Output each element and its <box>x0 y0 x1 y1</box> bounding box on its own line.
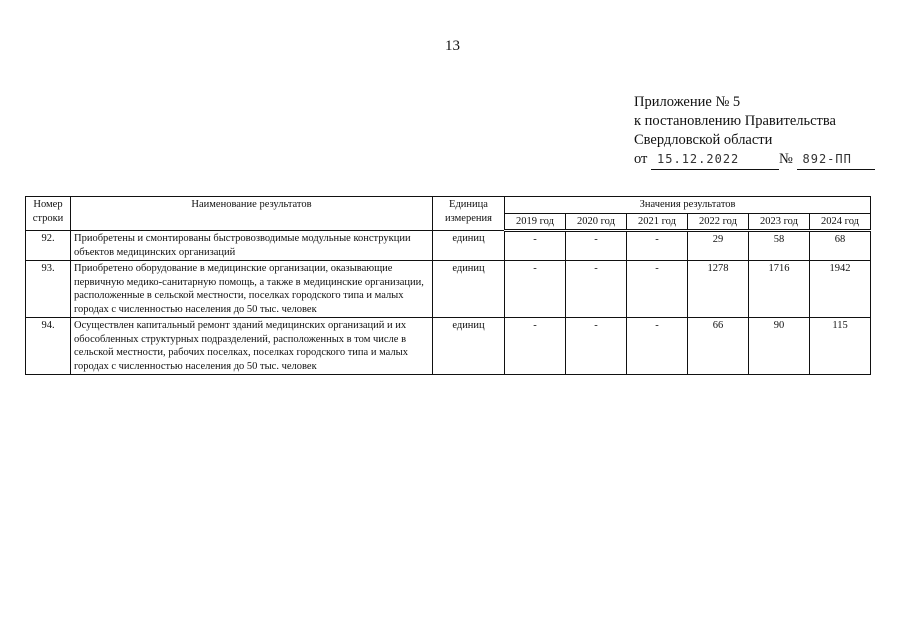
row-name: Приобретено оборудование в медицинские организации, оказывающие первичную медико-санитарную помощь, а также в медицинские организации, расположенные в сельской местности, поселках городского типа и малых городах с численностью населения до 50 тыс. человек <box>71 261 433 318</box>
header-year: 2022 год <box>688 213 749 231</box>
number-prefix: № <box>779 151 793 167</box>
header-year: 2024 год <box>810 213 871 231</box>
header-name: Наименование результатов <box>71 197 433 231</box>
row-value: 58 <box>749 231 810 261</box>
header-values-group: Значения результатов <box>505 197 871 214</box>
row-value: 90 <box>749 318 810 375</box>
header-year: 2020 год <box>566 213 627 231</box>
page-number: 13 <box>445 38 460 54</box>
date-prefix: от <box>634 151 648 167</box>
row-value: - <box>627 261 688 318</box>
row-number: 94. <box>26 318 71 375</box>
table-row <box>26 231 871 261</box>
header-year: 2021 год <box>627 213 688 231</box>
row-value: - <box>505 261 566 318</box>
row-value: 1942 <box>810 261 871 318</box>
row-value: - <box>566 318 627 375</box>
header-year: 2019 год <box>505 213 566 231</box>
row-value: - <box>505 318 566 375</box>
appendix-resolution: к постановлению Правительства <box>634 113 836 129</box>
row-name: Приобретены и смонтированы быстровозводимые модульные конструкции объектов медицинских организаций <box>71 231 433 261</box>
row-value: 68 <box>810 231 871 261</box>
appendix-region: Свердловской области <box>634 132 773 148</box>
row-value: - <box>566 231 627 261</box>
appendix-title: Приложение № 5 <box>634 94 741 110</box>
row-unit: единиц <box>433 261 505 318</box>
row-number: 92. <box>26 231 71 261</box>
header-row-number: Номер строки <box>26 197 71 231</box>
appendix-block <box>634 93 875 170</box>
row-unit: единиц <box>433 231 505 261</box>
row-number: 93. <box>26 261 71 318</box>
header-unit: Единица измерения <box>433 197 505 231</box>
table-row <box>26 261 871 318</box>
date-value: 15.12.2022 <box>651 150 779 170</box>
row-value: 1278 <box>688 261 749 318</box>
row-value: 29 <box>688 231 749 261</box>
row-value: 1716 <box>749 261 810 318</box>
row-value: 115 <box>810 318 871 375</box>
row-value: - <box>627 231 688 261</box>
table-row <box>26 318 871 375</box>
row-value: - <box>627 318 688 375</box>
row-unit: единиц <box>433 318 505 375</box>
number-value: 892-ПП <box>797 150 875 170</box>
row-value: - <box>505 231 566 261</box>
header-year: 2023 год <box>749 213 810 231</box>
row-value: - <box>566 261 627 318</box>
appendix-date-line <box>634 150 875 170</box>
results-table <box>25 196 871 375</box>
row-value: 66 <box>688 318 749 375</box>
row-name: Осуществлен капитальный ремонт зданий медицинских организаций и их обособленных структурных подразделений, расположенных в том числе в сельской местности, рабочих поселках, поселках городского типа и малых городах с численностью населения до 50 тыс. человек <box>71 318 433 375</box>
